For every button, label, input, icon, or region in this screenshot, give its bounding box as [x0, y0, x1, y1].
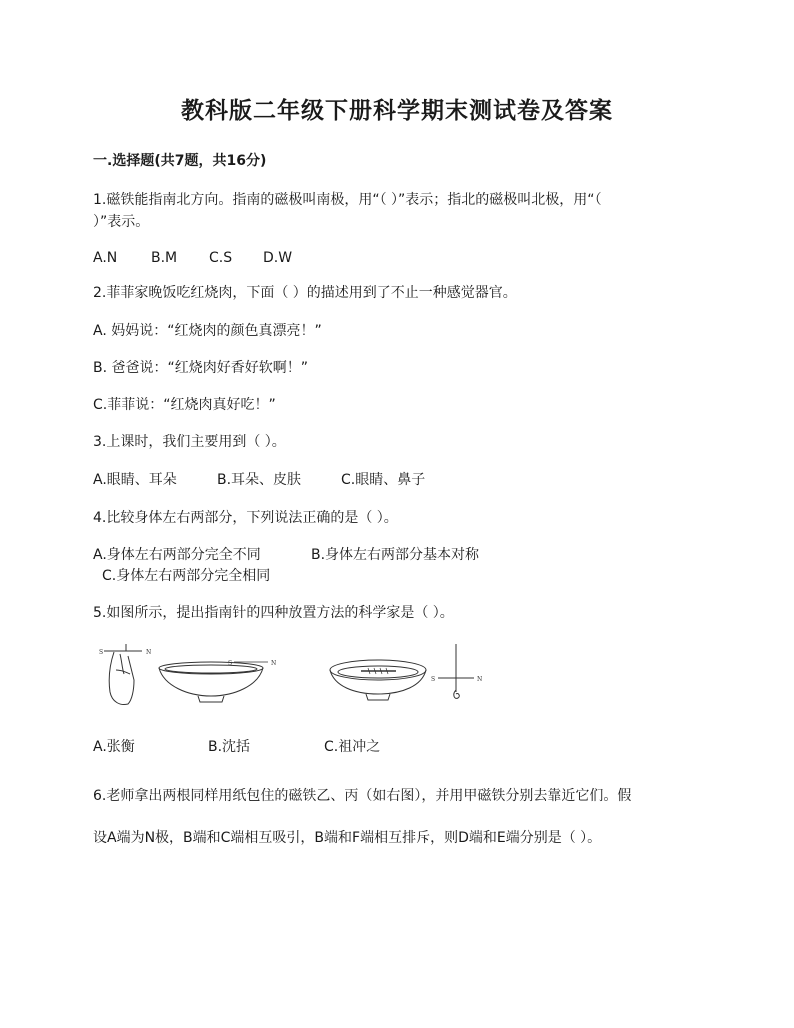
- figure-label-n2: N: [271, 660, 277, 667]
- question-2-option-a: A. 妈妈说：“红烧肉的颜色真漂亮！”: [93, 323, 322, 339]
- question-1-line-1: 1.磁铁能指南北方向。指南的磁极叫南极，用“（ ）”表示；指北的磁极叫北极，用“（: [93, 192, 602, 208]
- option-b: B.耳朵、皮肤: [217, 472, 302, 488]
- section-heading: 一.选择题(共7题，共16分): [93, 153, 267, 169]
- water-float-method: [330, 660, 426, 700]
- option-b: B.沈括: [208, 739, 251, 755]
- question-6-line-2: 设A端为N极，B端和C端相互吸引，B端和F端相互排斥，则D端和E端分别是（ ）。: [93, 830, 602, 846]
- option-c: C.祖冲之: [324, 739, 381, 755]
- option-a: A.身体左右两部分完全不同: [93, 547, 261, 563]
- suspended-thread-method: [431, 644, 482, 698]
- hand-thread-method: [99, 644, 151, 705]
- option-a: A.眼睛、耳朵: [93, 472, 177, 488]
- option-a: A.N: [93, 250, 118, 266]
- question-6-line-1: 6.老师拿出两根同样用纸包住的磁铁乙、丙（如右图），并用甲磁铁分别去靠近它们。假: [93, 788, 632, 804]
- figure-label-n1: N: [146, 649, 152, 656]
- bowl-rim-method: [159, 660, 276, 702]
- question-3-options: [93, 470, 425, 490]
- page-title: 教科版二年级下册科学期末测试卷及答案: [181, 97, 613, 124]
- option-b: B.身体左右两部分基本对称: [311, 547, 480, 563]
- option-b: B.M: [151, 250, 178, 266]
- option-a: A.张衡: [93, 739, 135, 755]
- question-2-option-b: B. 爸爸说：“红烧肉好香好软啊！”: [93, 360, 309, 376]
- question-4-options: [93, 545, 479, 565]
- question-5-options: [93, 737, 380, 757]
- question-1-line-2: ）”表示。: [93, 214, 150, 230]
- compass-methods-figure: [96, 640, 496, 708]
- question-5-stem: 5.如图所示，提出指南针的四种放置方法的科学家是（ ）。: [93, 605, 454, 621]
- figure-label-s3: S: [431, 676, 436, 683]
- question-1-options: [93, 248, 292, 268]
- question-3-stem: 3.上课时，我们主要用到（ ）。: [93, 434, 286, 450]
- figure-label-s2: S: [228, 660, 233, 667]
- figure-label-n3: N: [477, 676, 483, 683]
- figure-label-s1: S: [99, 649, 104, 656]
- option-c: C.眼睛、鼻子: [341, 472, 426, 488]
- option-d: D.W: [263, 250, 293, 266]
- option-c: C.S: [209, 250, 233, 266]
- question-4-option-c: C.身体左右两部分完全相同: [102, 568, 271, 584]
- question-2-stem: 2.菲菲家晚饭吃红烧肉，下面（ ）的描述用到了不止一种感觉器官。: [93, 285, 517, 301]
- question-4-stem: 4.比较身体左右两部分，下列说法正确的是（ ）。: [93, 510, 398, 526]
- question-2-option-c: C.菲菲说：“红烧肉真好吃！”: [93, 397, 276, 413]
